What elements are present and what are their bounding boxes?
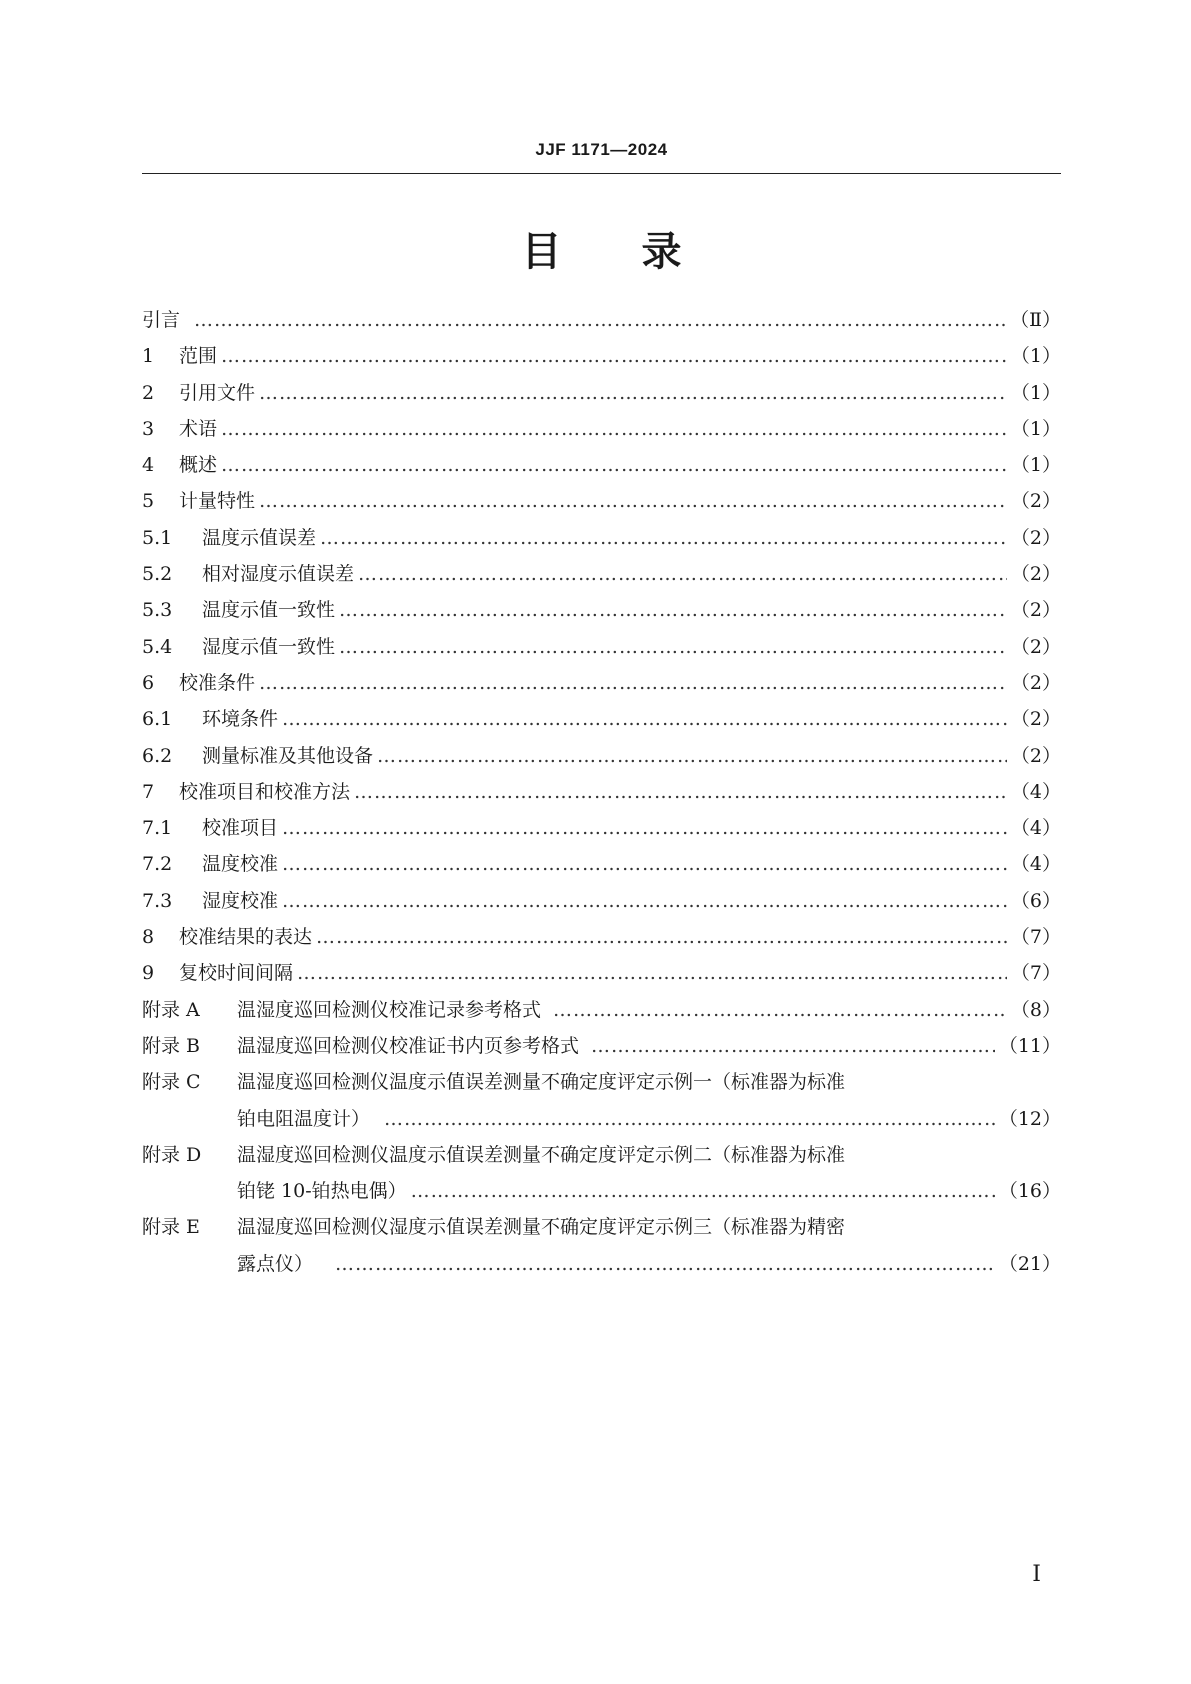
- toc-entry-appendix-a[interactable]: [142, 992, 1061, 1028]
- toc-entry-8[interactable]: [142, 919, 1061, 955]
- toc-entry-1[interactable]: [142, 338, 1061, 374]
- toc-label: 测量标准及其他设备: [202, 744, 374, 767]
- toc-label: 湿度校准: [202, 889, 279, 912]
- toc-label: 相对湿度示值误差: [202, 563, 355, 586]
- toc-number: 9: [142, 962, 155, 985]
- toc-page: （4）: [1010, 853, 1061, 876]
- toc-page: （8）: [1010, 998, 1061, 1021]
- toc-number: 6.2: [142, 744, 173, 767]
- toc-label: 校准项目: [202, 817, 279, 840]
- toc-label: 温度示值误差: [202, 526, 317, 549]
- toc-page: （2）: [1010, 708, 1061, 731]
- toc-label: 湿度示值一致性: [202, 635, 336, 658]
- toc-entry-5-1[interactable]: [142, 520, 1061, 556]
- toc-page: （21）: [998, 1252, 1061, 1275]
- toc-label: 环境条件: [202, 708, 279, 731]
- toc-entry-appendix-c[interactable]: [142, 1064, 1061, 1100]
- toc-entry-7-3[interactable]: [142, 883, 1061, 919]
- toc-number: 附录 E: [142, 1216, 200, 1239]
- toc-entry-5-4[interactable]: [142, 629, 1061, 665]
- leader-dots: [221, 411, 1007, 447]
- page-title: [142, 220, 1061, 277]
- toc-label-continued: 铂电阻温度计）: [237, 1107, 371, 1130]
- leader-dots: [320, 520, 1007, 556]
- toc-page: （11）: [998, 1034, 1061, 1057]
- toc-label-continued: 露点仪）: [237, 1252, 314, 1275]
- toc-page: （2）: [1010, 599, 1061, 622]
- toc-entry-appendix-e-cont[interactable]: [142, 1246, 1061, 1282]
- toc-label: 温湿度巡回检测仪湿度示值误差测量不确定度评定示例三（标准器为精密: [237, 1216, 846, 1239]
- toc-entry-9[interactable]: [142, 955, 1061, 991]
- leader-dots: [339, 592, 1007, 628]
- toc-page: （2）: [1010, 671, 1061, 694]
- toc-label: 概述: [179, 454, 218, 477]
- toc-page: （2）: [1010, 563, 1061, 586]
- toc-page: （2）: [1010, 526, 1061, 549]
- toc-number: 附录 A: [142, 998, 200, 1021]
- toc-number: 5.3: [142, 599, 173, 622]
- toc-page: （2）: [1010, 490, 1061, 513]
- leader-dots: [221, 447, 1007, 483]
- toc-entry-intro[interactable]: [142, 302, 1061, 338]
- title-char-2: 录: [641, 229, 682, 275]
- toc-page: （1）: [1010, 381, 1061, 404]
- toc-page: （12）: [998, 1107, 1061, 1130]
- toc-number: 7.2: [142, 853, 173, 876]
- toc-number: 3: [142, 417, 155, 440]
- leader-dots: [259, 483, 1007, 519]
- toc-entry-3[interactable]: [142, 411, 1061, 447]
- leader-dots: [316, 919, 1007, 955]
- toc-label: 计量特性: [179, 490, 256, 513]
- toc-entry-6-2[interactable]: [142, 738, 1061, 774]
- leader-dots: [411, 1173, 995, 1209]
- toc-page: （6）: [1010, 889, 1061, 912]
- leader-dots: [259, 665, 1007, 701]
- toc-label: 温湿度巡回检测仪校准证书内页参考格式: [237, 1034, 580, 1057]
- toc-number: 8: [142, 926, 155, 949]
- toc-page: （4）: [1010, 780, 1061, 803]
- toc-page: （1）: [1010, 345, 1061, 368]
- toc-number: 附录 D: [142, 1143, 202, 1166]
- toc-label: 校准条件: [179, 671, 256, 694]
- toc-number: 2: [142, 381, 155, 404]
- toc-entry-5[interactable]: [142, 483, 1061, 519]
- leader-dots: [282, 701, 1007, 737]
- toc-label: 温度校准: [202, 853, 279, 876]
- toc-entry-5-2[interactable]: [142, 556, 1061, 592]
- table-of-contents: [142, 302, 1061, 1282]
- toc-label: 温湿度巡回检测仪温度示值误差测量不确定度评定示例一（标准器为标准: [237, 1071, 846, 1094]
- toc-entry-appendix-b[interactable]: [142, 1028, 1061, 1064]
- leader-dots: [354, 774, 1007, 810]
- toc-number: 7: [142, 780, 155, 803]
- toc-page: （7）: [1010, 962, 1061, 985]
- page-number: Ⅰ: [1032, 1562, 1041, 1587]
- toc-number: 1: [142, 345, 155, 368]
- toc-label: 校准结果的表达: [179, 926, 313, 949]
- leader-dots: [259, 375, 1007, 411]
- leader-dots: [339, 629, 1007, 665]
- leader-dots: [282, 810, 1007, 846]
- toc-page: （16）: [998, 1180, 1061, 1203]
- leader-dots: [194, 302, 1006, 338]
- toc-label: 温湿度巡回检测仪温度示值误差测量不确定度评定示例二（标准器为标准: [237, 1143, 846, 1166]
- toc-label: 引用文件: [179, 381, 256, 404]
- leader-dots: [282, 846, 1007, 882]
- toc-page: （7）: [1010, 926, 1061, 949]
- toc-label: 温度示值一致性: [202, 599, 336, 622]
- toc-page: （2）: [1010, 635, 1061, 658]
- leader-dots: [377, 738, 1007, 774]
- toc-number: 4: [142, 454, 155, 477]
- toc-label: 引言: [142, 309, 181, 331]
- toc-entry-6-1[interactable]: [142, 701, 1061, 737]
- toc-number: 附录 C: [142, 1071, 201, 1094]
- toc-label: 校准项目和校准方法: [179, 780, 351, 803]
- leader-dots: [358, 556, 1007, 592]
- toc-label: 复校时间间隔: [179, 962, 294, 985]
- leader-dots: [297, 955, 1007, 991]
- toc-number: 5.4: [142, 635, 173, 658]
- header-rule: [142, 173, 1061, 174]
- toc-number: 7.3: [142, 889, 173, 912]
- document-code: JJF 1171—2024: [535, 140, 668, 159]
- toc-entry-appendix-e[interactable]: [142, 1209, 1061, 1245]
- toc-entry-5-3[interactable]: [142, 592, 1061, 628]
- toc-entry-6[interactable]: [142, 665, 1061, 701]
- toc-entry-7-2[interactable]: [142, 846, 1061, 882]
- toc-label: 温湿度巡回检测仪校准记录参考格式: [237, 998, 542, 1021]
- toc-page: （2）: [1010, 744, 1061, 767]
- toc-entry-appendix-c-cont[interactable]: [142, 1101, 1061, 1137]
- toc-page: （4）: [1010, 817, 1061, 840]
- toc-entry-appendix-d[interactable]: [142, 1137, 1061, 1173]
- leader-dots: [591, 1028, 995, 1064]
- title-char-1: 目: [521, 229, 562, 275]
- toc-number: 6.1: [142, 708, 173, 731]
- toc-number: 5: [142, 490, 155, 513]
- toc-label: 术语: [179, 417, 218, 440]
- toc-label-continued: 铂铑 10-铂热电偶）: [237, 1180, 407, 1203]
- toc-page: （Ⅱ）: [1010, 309, 1061, 331]
- toc-entry-appendix-d-cont[interactable]: [142, 1173, 1061, 1209]
- leader-dots: [335, 1246, 995, 1282]
- toc-number: 6: [142, 671, 155, 694]
- toc-entry-2[interactable]: [142, 375, 1061, 411]
- toc-page: （1）: [1010, 417, 1061, 440]
- leader-dots: [553, 992, 1007, 1028]
- toc-label: 范围: [179, 345, 218, 368]
- leader-dots: [282, 883, 1007, 919]
- toc-number: 5.1: [142, 526, 173, 549]
- leader-dots: [384, 1101, 995, 1137]
- toc-number: 7.1: [142, 817, 173, 840]
- toc-entry-7-1[interactable]: [142, 810, 1061, 846]
- leader-dots: [221, 338, 1007, 374]
- toc-entry-4[interactable]: [142, 447, 1061, 483]
- toc-number: 附录 B: [142, 1034, 201, 1057]
- toc-page: （1）: [1010, 454, 1061, 477]
- toc-entry-7[interactable]: [142, 774, 1061, 810]
- toc-number: 5.2: [142, 563, 173, 586]
